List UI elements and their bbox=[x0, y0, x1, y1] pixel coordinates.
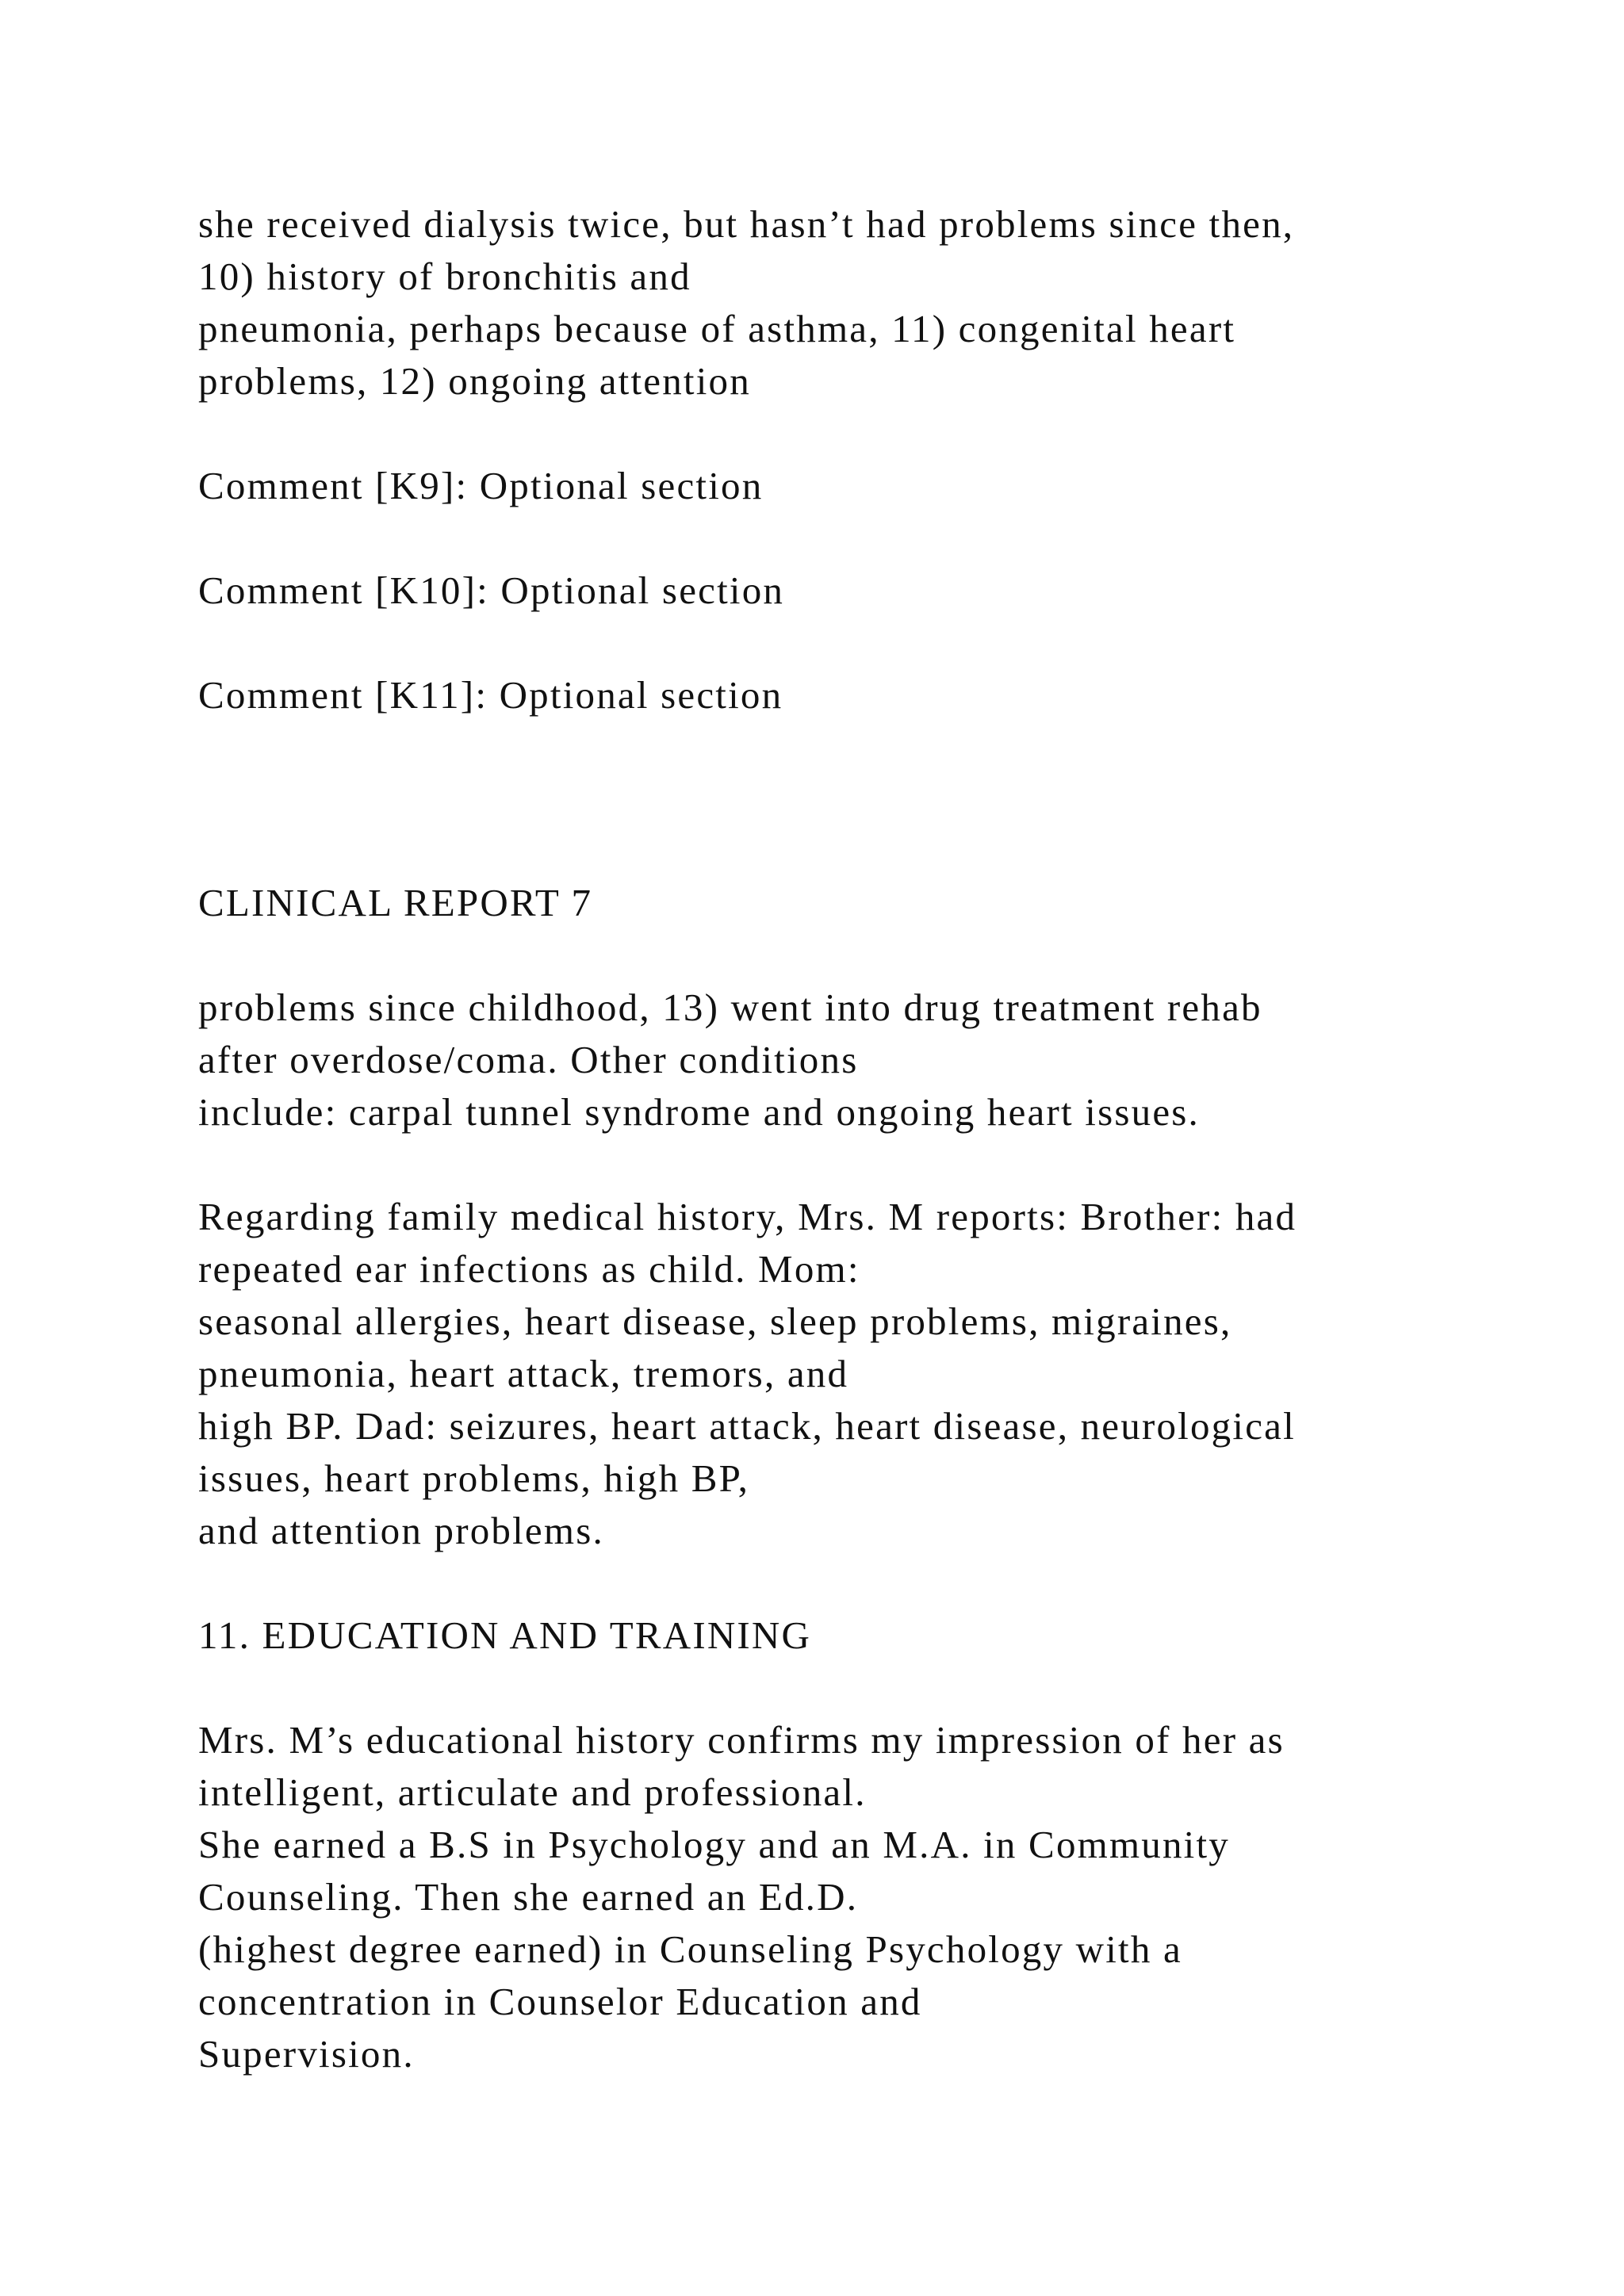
paragraph-line: seasonal allergies, heart disease, sleep problems, migraines, bbox=[198, 1299, 1232, 1343]
paragraph-line: Regarding family medical history, Mrs. M reports: Brother: had bbox=[198, 1195, 1297, 1238]
paragraph-line: problems, 12) ongoing attention bbox=[198, 359, 751, 403]
paragraph-line: Counseling. Then she earned an Ed.D. bbox=[198, 1875, 859, 1919]
paragraph-line: pneumonia, perhaps because of asthma, 11) congenital heart bbox=[198, 307, 1236, 350]
paragraph-line: 10) history of bronchitis and bbox=[198, 254, 691, 298]
paragraph-line: intelligent, articulate and professional. bbox=[198, 1770, 867, 1814]
comment-k9 bbox=[198, 460, 1467, 512]
paragraph-line: pneumonia, heart attack, tremors, and bbox=[198, 1352, 849, 1395]
section-heading-text: 11. EDUCATION AND TRAINING bbox=[198, 1613, 812, 1657]
paragraph-medical-history bbox=[198, 198, 1467, 408]
comment-k10 bbox=[198, 564, 1467, 617]
comment-text: Comment [K9]: Optional section bbox=[198, 464, 764, 507]
section-heading bbox=[198, 1609, 1467, 1662]
paragraph-line: Supervision. bbox=[198, 2032, 415, 2076]
paragraph-line: after overdose/coma. Other conditions bbox=[198, 1038, 859, 1081]
paragraph-line: She earned a B.S in Psychology and an M.A. in Community bbox=[198, 1823, 1230, 1866]
paragraph-line: she received dialysis twice, but hasn’t had problems since then, bbox=[198, 202, 1295, 246]
paragraph-line: and attention problems. bbox=[198, 1509, 604, 1552]
paragraph-line: problems since childhood, 13) went into drug treatment rehab bbox=[198, 985, 1262, 1029]
page-header-text: CLINICAL REPORT 7 bbox=[198, 881, 593, 924]
paragraph-line: (highest degree earned) in Counseling Psychology with a bbox=[198, 1927, 1182, 1971]
paragraph-education bbox=[198, 1714, 1467, 2080]
paragraph-line: Mrs. M’s educational history confirms my impression of her as bbox=[198, 1718, 1285, 1762]
paragraph-other-conditions bbox=[198, 982, 1467, 1138]
comment-k11 bbox=[198, 669, 1467, 721]
paragraph-line: high BP. Dad: seizures, heart attack, heart disease, neurological bbox=[198, 1404, 1296, 1448]
paragraph-line: issues, heart problems, high BP, bbox=[198, 1456, 750, 1500]
comment-text: Comment [K10]: Optional section bbox=[198, 568, 785, 612]
paragraph-line: concentration in Counselor Education and bbox=[198, 1980, 922, 2023]
paragraph-line: repeated ear infections as child. Mom: bbox=[198, 1247, 860, 1291]
page-header bbox=[198, 877, 1467, 929]
comment-text: Comment [K11]: Optional section bbox=[198, 673, 783, 717]
paragraph-family-history bbox=[198, 1191, 1467, 1557]
paragraph-line: include: carpal tunnel syndrome and ongoing heart issues. bbox=[198, 1090, 1200, 1134]
